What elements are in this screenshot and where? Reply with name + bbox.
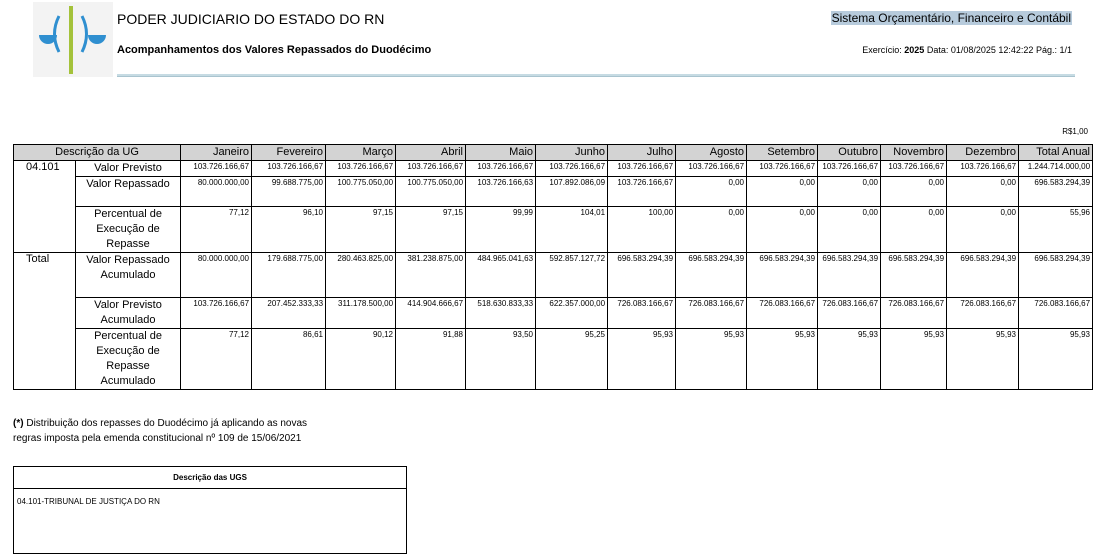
month-header: Maio (466, 145, 536, 161)
value-cell: 77,12 (181, 207, 252, 253)
value-cell: 726.083.166,67 (818, 298, 881, 329)
value-cell: 696.583.294,39 (881, 253, 947, 298)
value-cell: 414.904.666,67 (396, 298, 466, 329)
value-cell: 103.726.166,67 (608, 177, 676, 207)
value-cell: 726.083.166,67 (747, 298, 818, 329)
value-cell: 103.726.166,67 (252, 161, 326, 177)
value-cell: 103.726.166,67 (676, 161, 747, 177)
value-cell: 80.000.000,00 (181, 177, 252, 207)
value-cell: 0,00 (676, 177, 747, 207)
value-cell: 1.244.714.000,00 (1019, 161, 1093, 177)
row-label: Percentual de Execução de Repasse Acumulado (76, 329, 181, 390)
value-cell: 103.726.166,67 (818, 161, 881, 177)
value-cell: 592.857.127,72 (536, 253, 608, 298)
value-cell: 484.965.041,63 (466, 253, 536, 298)
value-cell: 103.726.166,67 (181, 161, 252, 177)
header-divider (117, 74, 1075, 77)
ug-code: Total (14, 253, 76, 390)
pag-value: 1/1 (1059, 45, 1072, 55)
value-cell: 96,10 (252, 207, 326, 253)
month-header: Julho (608, 145, 676, 161)
month-header: Novembro (881, 145, 947, 161)
value-cell: 0,00 (676, 207, 747, 253)
value-cell: 55,96 (1019, 207, 1093, 253)
value-cell: 0,00 (881, 207, 947, 253)
ugs-item: 04.101-TRIBUNAL DE JUSTIÇA DO RN (14, 489, 407, 554)
month-header: Junho (536, 145, 608, 161)
month-header: Fevereiro (252, 145, 326, 161)
value-cell: 518.630.833,33 (466, 298, 536, 329)
value-cell: 103.726.166,67 (747, 161, 818, 177)
value-cell: 99,99 (466, 207, 536, 253)
month-header: Abril (396, 145, 466, 161)
value-cell: 726.083.166,67 (1019, 298, 1093, 329)
value-cell: 80.000.000,00 (181, 253, 252, 298)
value-cell: 103.726.166,63 (466, 177, 536, 207)
exercicio-value: 2025 (904, 45, 925, 55)
row-label: Percentual de Execução de Repasse (76, 207, 181, 253)
value-cell: 0,00 (747, 177, 818, 207)
value-cell: 86,61 (252, 329, 326, 390)
scales-of-justice-icon (33, 2, 113, 77)
value-cell: 95,93 (947, 329, 1019, 390)
exercicio-label: Exercício: (862, 45, 902, 55)
value-cell: 696.583.294,39 (747, 253, 818, 298)
value-cell: 95,93 (747, 329, 818, 390)
system-name: Sistema Orçamentário, Financeiro e Contábil (831, 11, 1071, 25)
value-cell: 0,00 (947, 207, 1019, 253)
table-row (14, 207, 1093, 253)
value-cell: 95,93 (1019, 329, 1093, 390)
month-header: Setembro (747, 145, 818, 161)
value-cell: 726.083.166,67 (947, 298, 1019, 329)
value-cell: 0,00 (747, 207, 818, 253)
tj-logo (33, 2, 113, 77)
data-label: Data: (926, 45, 949, 55)
total-header: Total Anual (1019, 145, 1093, 161)
value-cell: 97,15 (326, 207, 396, 253)
month-header: Janeiro (181, 145, 252, 161)
month-header: Março (326, 145, 396, 161)
row-label: Valor Repassado (76, 177, 181, 207)
value-cell: 381.238.875,00 (396, 253, 466, 298)
value-cell: 99.688.775,00 (252, 177, 326, 207)
value-cell: 696.583.294,39 (1019, 177, 1093, 207)
value-cell: 91,88 (396, 329, 466, 390)
month-header: Outubro (818, 145, 881, 161)
value-cell: 0,00 (881, 177, 947, 207)
table-row (14, 161, 1093, 177)
value-cell: 107.892.086,09 (536, 177, 608, 207)
value-cell: 311.178.500,00 (326, 298, 396, 329)
value-cell: 100.775.050,00 (326, 177, 396, 207)
pag-label: Pág.: (1035, 45, 1057, 55)
value-cell: 103.726.166,67 (608, 161, 676, 177)
value-cell: 726.083.166,67 (881, 298, 947, 329)
value-cell: 696.583.294,39 (1019, 253, 1093, 298)
value-cell: 95,93 (676, 329, 747, 390)
table-row (14, 329, 1093, 390)
value-cell: 103.726.166,67 (466, 161, 536, 177)
value-cell: 95,25 (536, 329, 608, 390)
footnote-line1: Distribuição dos repasses do Duodécimo já aplicando as novas (23, 418, 308, 429)
page-title: PODER JUDICIARIO DO ESTADO DO RN (117, 11, 385, 27)
value-cell: 103.726.166,67 (181, 298, 252, 329)
value-cell: 97,15 (396, 207, 466, 253)
month-header: Agosto (676, 145, 747, 161)
value-cell: 95,93 (881, 329, 947, 390)
value-cell: 103.726.166,67 (947, 161, 1019, 177)
value-cell: 103.726.166,67 (326, 161, 396, 177)
ugs-header: Descrição das UGS (14, 467, 407, 489)
footnote-marker: (*) (13, 418, 24, 429)
table-row (14, 298, 1093, 329)
value-cell: 95,93 (818, 329, 881, 390)
value-cell: 0,00 (947, 177, 1019, 207)
value-cell: 280.463.825,00 (326, 253, 396, 298)
report-subtitle: Acompanhamentos dos Valores Repassados do Duodécimo (117, 44, 432, 56)
value-cell: 696.583.294,39 (818, 253, 881, 298)
table-header-row (14, 145, 1093, 161)
value-cell: 0,00 (818, 207, 881, 253)
ugs-table (13, 466, 407, 554)
value-cell: 696.583.294,39 (608, 253, 676, 298)
value-cell: 104,01 (536, 207, 608, 253)
row-label: Valor Repassado Acumulado (76, 253, 181, 298)
value-cell: 207.452.333,33 (252, 298, 326, 329)
value-cell: 622.357.000,00 (536, 298, 608, 329)
table-row (14, 177, 1093, 207)
value-cell: 100,00 (608, 207, 676, 253)
value-cell: 93,50 (466, 329, 536, 390)
currency-unit: R$1,00 (1062, 127, 1088, 136)
row-label: Valor Previsto Acumulado (76, 298, 181, 329)
desc-header: Descrição da UG (14, 145, 181, 161)
value-cell: 696.583.294,39 (947, 253, 1019, 298)
footnote (13, 416, 307, 446)
value-cell: 726.083.166,67 (608, 298, 676, 329)
value-cell: 179.688.775,00 (252, 253, 326, 298)
table-row (14, 253, 1093, 298)
report-meta (862, 45, 1072, 55)
value-cell: 100.775.050,00 (396, 177, 466, 207)
value-cell: 103.726.166,67 (396, 161, 466, 177)
value-cell: 696.583.294,39 (676, 253, 747, 298)
value-cell: 726.083.166,67 (676, 298, 747, 329)
ug-code: 04.101 (14, 161, 76, 253)
duodecimo-table (13, 144, 1093, 390)
data-value: 01/08/2025 12:42:22 (950, 45, 1034, 55)
value-cell: 90,12 (326, 329, 396, 390)
value-cell: 95,93 (608, 329, 676, 390)
footnote-line2: regras imposta pela emenda constitucional nº 109 de 15/06/2021 (13, 433, 302, 444)
value-cell: 0,00 (818, 177, 881, 207)
value-cell: 103.726.166,67 (881, 161, 947, 177)
row-label: Valor Previsto (76, 161, 181, 177)
month-header: Dezembro (947, 145, 1019, 161)
value-cell: 77,12 (181, 329, 252, 390)
value-cell: 103.726.166,67 (536, 161, 608, 177)
